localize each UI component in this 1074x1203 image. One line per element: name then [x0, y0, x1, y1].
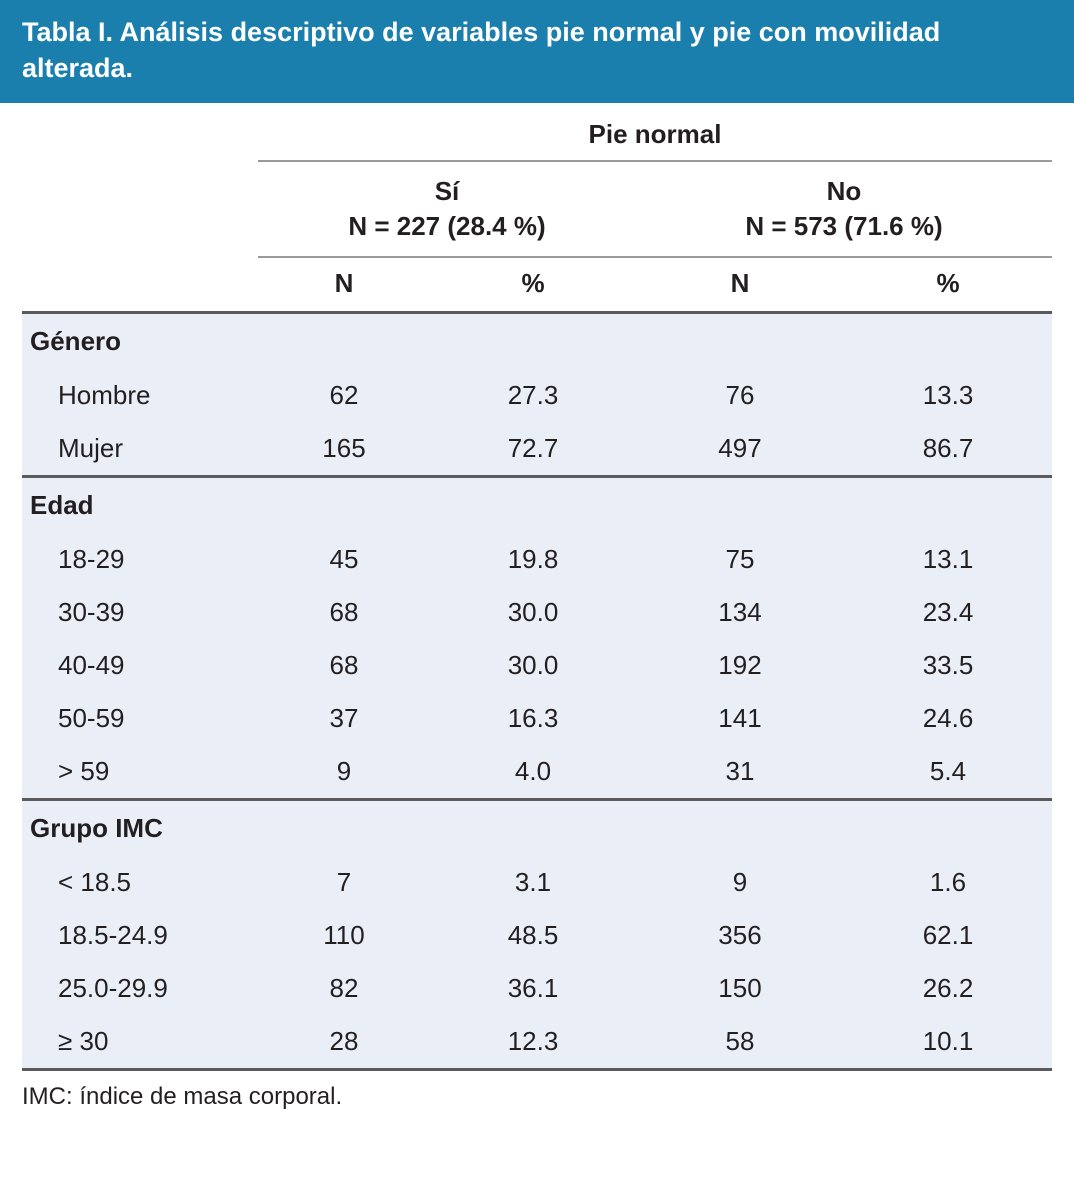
cell-yes-n: 82 [258, 962, 430, 1015]
table-row [22, 586, 1052, 639]
cell-yes-n: 45 [258, 533, 430, 586]
row-label: 40-49 [22, 639, 258, 692]
cell-no-n: 497 [636, 422, 844, 477]
header-subgroup-no-label: No [826, 175, 862, 206]
cell-yes-pct: 72.7 [430, 422, 636, 477]
table-row [22, 692, 1052, 745]
section-spacer [430, 477, 636, 534]
cell-no-pct: 86.7 [844, 422, 1052, 477]
table-row [22, 909, 1052, 962]
header-row-subgroups [22, 161, 1052, 257]
table-footnote: IMC: índice de masa corporal. [22, 1083, 343, 1111]
cell-no-n: 75 [636, 533, 844, 586]
header-yes-pct: % [430, 257, 636, 313]
table-row [22, 533, 1052, 586]
cell-no-pct: 26.2 [844, 962, 1052, 1015]
section-title: Edad [22, 477, 258, 534]
table-row [22, 962, 1052, 1015]
section-title: Género [22, 313, 258, 370]
cell-yes-pct: 12.3 [430, 1015, 636, 1070]
cell-no-n: 31 [636, 745, 844, 800]
section-header-row [22, 800, 1052, 857]
section-spacer [636, 477, 844, 534]
row-label: Hombre [22, 369, 258, 422]
section-spacer [636, 313, 844, 370]
cell-yes-n: 68 [258, 639, 430, 692]
cell-yes-pct: 19.8 [430, 533, 636, 586]
cell-no-pct: 33.5 [844, 639, 1052, 692]
cell-yes-n: 28 [258, 1015, 430, 1070]
cell-no-n: 141 [636, 692, 844, 745]
header-no-pct: % [844, 257, 1052, 313]
cell-no-pct: 23.4 [844, 586, 1052, 639]
section-spacer [430, 800, 636, 857]
row-label: ≥ 30 [22, 1015, 258, 1070]
cell-no-n: 192 [636, 639, 844, 692]
header-corner-blank [22, 103, 258, 161]
cell-no-n: 134 [636, 586, 844, 639]
header-subgroup-yes [258, 161, 636, 257]
cell-no-pct: 1.6 [844, 856, 1052, 909]
header-corner-blank-3 [22, 257, 258, 313]
section-spacer [844, 477, 1052, 534]
table-row [22, 745, 1052, 800]
header-row-units [22, 257, 1052, 313]
header-group-pie-normal: Pie normal [258, 103, 1052, 161]
cell-yes-n: 9 [258, 745, 430, 800]
row-label: Mujer [22, 422, 258, 477]
section-header-row [22, 477, 1052, 534]
section-spacer [636, 800, 844, 857]
header-corner-blank-2 [22, 161, 258, 257]
cell-yes-pct: 3.1 [430, 856, 636, 909]
section-spacer [844, 800, 1052, 857]
cell-yes-n: 165 [258, 422, 430, 477]
cell-yes-n: 7 [258, 856, 430, 909]
cell-yes-pct: 27.3 [430, 369, 636, 422]
cell-yes-n: 68 [258, 586, 430, 639]
header-subgroup-yes-label: Sí [434, 175, 460, 206]
section-spacer [258, 800, 430, 857]
row-label: 25.0-29.9 [22, 962, 258, 1015]
header-yes-n: N [258, 257, 430, 313]
header-no-n: N [636, 257, 844, 313]
row-label: 30-39 [22, 586, 258, 639]
descriptive-statistics-table [22, 103, 1052, 1071]
table-caption: Tabla I. Análisis descriptivo de variables pie normal y pie con movilidad alterada. [0, 0, 1074, 103]
row-label: 50-59 [22, 692, 258, 745]
cell-yes-pct: 16.3 [430, 692, 636, 745]
cell-yes-pct: 30.0 [430, 639, 636, 692]
table-row [22, 369, 1052, 422]
cell-no-n: 58 [636, 1015, 844, 1070]
header-subgroup-no [636, 161, 1052, 257]
row-label: 18-29 [22, 533, 258, 586]
row-label: < 18.5 [22, 856, 258, 909]
cell-no-n: 9 [636, 856, 844, 909]
row-label: > 59 [22, 745, 258, 800]
table-row [22, 639, 1052, 692]
section-spacer [430, 313, 636, 370]
section-spacer [844, 313, 1052, 370]
cell-no-n: 76 [636, 369, 844, 422]
section-title: Grupo IMC [22, 800, 258, 857]
cell-yes-n: 110 [258, 909, 430, 962]
cell-no-pct: 13.3 [844, 369, 1052, 422]
cell-no-n: 356 [636, 909, 844, 962]
table-body [22, 313, 1052, 1070]
cell-no-n: 150 [636, 962, 844, 1015]
header-subgroup-no-n: N = 573 (71.6 %) [745, 210, 943, 241]
cell-yes-n: 62 [258, 369, 430, 422]
cell-yes-pct: 4.0 [430, 745, 636, 800]
table-row [22, 856, 1052, 909]
row-label: 18.5-24.9 [22, 909, 258, 962]
section-spacer [258, 313, 430, 370]
header-subgroup-yes-n: N = 227 (28.4 %) [348, 210, 546, 241]
cell-yes-n: 37 [258, 692, 430, 745]
cell-no-pct: 5.4 [844, 745, 1052, 800]
cell-no-pct: 24.6 [844, 692, 1052, 745]
section-header-row [22, 313, 1052, 370]
header-row-group [22, 103, 1052, 161]
table-row [22, 422, 1052, 477]
cell-no-pct: 10.1 [844, 1015, 1052, 1070]
cell-yes-pct: 48.5 [430, 909, 636, 962]
table-row [22, 1015, 1052, 1070]
table-head [22, 103, 1052, 313]
cell-no-pct: 62.1 [844, 909, 1052, 962]
cell-yes-pct: 36.1 [430, 962, 636, 1015]
cell-yes-pct: 30.0 [430, 586, 636, 639]
cell-no-pct: 13.1 [844, 533, 1052, 586]
section-spacer [258, 477, 430, 534]
